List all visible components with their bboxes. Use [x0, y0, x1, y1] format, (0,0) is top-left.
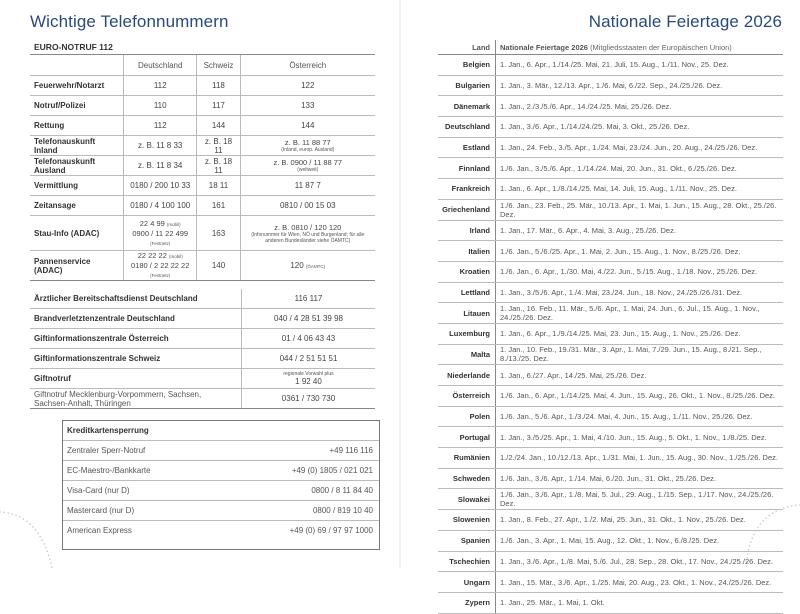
list-item: American Express +49 (0) 69 / 97 97 1000 [67, 526, 373, 535]
table-row: Frankreich 1. Jan., 6. Apr., 1./8./14./25. Mai, 14. Juli, 15. Aug., 1./11. Nov., 25. Dez. [438, 179, 783, 200]
table-row: Slowakei 1./6. Jan., 3./6. Apr., 1./8. Mai, 5. Jul., 29. Aug., 1./15. Sep., 1./17. Nov., 24./25./26. Dez. [438, 489, 783, 510]
notruf-heading: EURO-NOTRUF 112 [30, 40, 375, 55]
holiday-table [438, 40, 783, 614]
table-row: Telefonauskunft Ausland z. B. 11 8 34 z. B. 18 11 z. B. 0900 / 11 88 77 (weltweit) [30, 156, 375, 176]
table-row: Ungarn 1. Jan., 15. Mär., 3./6. Apr., 1./25. Mai, 20. Aug., 23. Okt., 1. Nov., 24./25./26. Dez. [438, 572, 783, 593]
table-row: Stau-Info (ADAC) 22 4 99 (mobil) 0900 / 11 22 499 (Festnetz) 163 z. B. 0810 / 120 120 (Infonummer für Wien, NÖ und Burgenland; für alle anderen Bundesländer siehe ÖAMTC) [30, 216, 375, 251]
cards-heading: Kreditkartensperrung [63, 421, 379, 441]
list-item: Giftinformationszentrale Schweiz 044 / 2 51 51 51 [30, 349, 375, 369]
decorative-dots [0, 500, 60, 568]
table-row: Luxemburg 1. Jan., 6. Apr., 1./9./14./25. Mai, 23. Jun., 15. Aug., 1. Nov., 25./26. Dez. [438, 323, 783, 344]
service-list [30, 289, 375, 409]
list-item: Ärztlicher Bereitschaftsdienst Deutschland 116 117 [30, 289, 375, 309]
table-row: Malta 1. Jan., 10. Feb., 19./31. Mär., 3. Apr., 1. Mai, 7./29. Jun., 15. Aug., 8./21. Sep., 8./13./25. Dez. [438, 344, 783, 365]
table-row: Lettland 1. Jan., 3./5./6. Apr., 1./4. Mai, 23./24. Jun., 18. Nov., 24./25./26./31. Dez. [438, 282, 783, 303]
table-row: Bulgarien 1. Jan., 3. Mär., 12./13. Apr., 1./6. Mai, 6./22. Sep., 24./25./26. Dez. [438, 75, 783, 96]
column-header-holidays: Nationale Feiertage 2026 (Mitgliedsstaaten der Europäischen Union) [496, 40, 784, 55]
left-page [0, 0, 400, 568]
column-header-ch: Schweiz [197, 55, 240, 76]
column-header-at: Österreich [240, 55, 375, 76]
table-row: Niederlande 1. Jan., 6./27. Apr., 14./25. Mai, 25./26. Dez. [438, 365, 783, 386]
emergency-table [30, 40, 375, 281]
table-row: Dänemark 1. Jan., 2./3./5./6. Apr., 14./24./25. Mai, 25./26. Dez. [438, 96, 783, 117]
table-row: Telefonauskunft Inland z. B. 11 8 33 z. B. 18 11 z. B. 11 88 77 (Inland, europ. Ausland) [30, 136, 375, 156]
page-title: Wichtige Telefonnummern [30, 12, 229, 31]
table-row: Österreich 1./6. Jan., 6. Apr., 1./14./25. Mai, 4. Jun., 15. Aug., 26. Okt., 1. Nov., 8./25./26. Dez. [438, 386, 783, 407]
list-item: Mastercard (nur D) 0800 / 819 10 40 [63, 501, 379, 521]
table-row: Spanien 1./6. Jan., 3. Apr., 1. Mai, 15. Aug., 12. Okt., 1. Nov., 6./8./25. Dez. [438, 530, 783, 551]
list-item: Zentraler Sperr-Notruf +49 116 116 [63, 441, 379, 461]
table-row: Griechenland 1./6. Jan., 23. Feb., 25. Mär., 10./13. Apr., 1. Mai, 1. Jun., 15. Aug., 28. Okt., 25./26. Dez. [438, 199, 783, 220]
table-row: Irland 1. Jan., 17. Mär., 6. Apr., 4. Mai, 3. Aug., 25./26. Dez. [438, 220, 783, 241]
table-row: Pannenservice (ADAC) 22 22 22 (mobil) 0180 / 2 22 22 22 (Festnetz) 140 120 (ÖAMTC) [30, 251, 375, 281]
table-row: Polen 1./6. Jan., 5./6. Apr., 1./3./24. Mai, 4. Jun., 15. Aug., 1./11. Nov., 25./26. Dez. [438, 406, 783, 427]
list-item: Giftnotruf Mecklenburg-Vorpommern, Sachsen, Sachsen-Anhalt, Thüringen 0361 / 730 730 [30, 389, 375, 409]
table-row: Portugal 1. Jan., 3./5./25. Apr., 1. Mai, 4./10. Jun., 15. Aug., 5. Okt., 1. Nov., 1./8./25. Dez. [438, 427, 783, 448]
table-row: Slowenien 1. Jan., 8. Feb., 27. Apr., 1./2. Mai, 25. Jun., 31. Okt., 1. Nov., 25./26. Dez. [438, 510, 783, 531]
table-row: Tschechien 1. Jan., 3./6. Apr., 1./8. Mai, 5./6. Jul., 28. Sep., 28. Okt., 17. Nov., 24./25./26. Dez. [438, 551, 783, 572]
table-row: Italien 1./6. Jan., 5./6./25. Apr., 1. Mai, 2. Jun., 15. Aug., 1. Nov., 8./25./26. Dez. [438, 241, 783, 262]
table-row: Estland 1. Jan., 24. Feb., 3./5. Apr., 1./24. Mai, 23./24. Jun., 20. Aug., 24./25./26. Dez. [438, 137, 783, 158]
list-item: Brandverletztenzentrale Deutschland 040 / 4 28 51 39 98 [30, 309, 375, 329]
table-row: Zypern 1. Jan., 25. Mär., 1. Mai, 1. Okt. [438, 592, 783, 613]
column-header-land: Land [438, 40, 496, 55]
column-header-de: Deutschland [124, 55, 197, 76]
page-title: Nationale Feiertage 2026 [588, 12, 782, 31]
list-item [63, 421, 379, 441]
table-row: Feuerwehr/Notarzt 112 118 122 [30, 76, 375, 96]
table-row: Rumänien 1./2./24. Jan., 10./12./13. Apr., 1./31. Mai, 1. Jun., 15. Aug., 30. Nov., 1./25./26. Dez. [438, 448, 783, 469]
table-row: Litauen 1. Jan., 16. Feb., 11. Mär., 5./6. Apr., 1. Mai, 24. Jun., 6. Jul., 15. Aug., 1. Nov., 24./25./26. Dez. [438, 303, 783, 324]
table-row: Zeitansage 0180 / 4 100 100 161 0810 / 00 15 03 [30, 196, 375, 216]
table-row: Schweden 1./6. Jan., 3./6. Apr., 1./14. Mai, 6./20. Jun., 31. Okt., 25./26. Dez. [438, 468, 783, 489]
table-row: Notruf/Polizei 110 117 133 [30, 96, 375, 116]
table-row: Vermittlung 0180 / 200 10 33 18 11 11 87 7 [30, 176, 375, 196]
table-row: Kroatien 1./6. Jan., 6. Apr., 1./30. Mai, 4./22. Jun., 5./15. Aug., 1./18. Nov., 25./26. Dez. [438, 261, 783, 282]
table-row: Rettung 112 144 144 [30, 116, 375, 136]
list-item: EC-Maestro-/Bankkarte +49 (0) 1805 / 021 021 [63, 461, 379, 481]
list-item: Visa-Card (nur D) 0800 / 8 11 84 40 [63, 481, 379, 501]
table-row: Belgien 1. Jan., 6. Apr., 1./14./25. Mai, 21. Juli, 15. Aug., 1./11. Nov., 25. Dez. [438, 55, 783, 76]
list-item: Giftnotruf regionale Vorwahl plus 1 92 40 [30, 369, 375, 389]
list-item: Giftinformationszentrale Österreich 01 / 4 06 43 43 [30, 329, 375, 349]
credit-card-box [62, 420, 380, 550]
table-row: Deutschland 1. Jan., 3./6. Apr., 1./14./24./25. Mai, 3. Okt., 25./26. Dez. [438, 117, 783, 138]
table-row: Finnland 1./6. Jan., 3./5./6. Apr., 1./14./24. Mai, 20. Jun., 31. Okt., 6./25./26. Dez. [438, 158, 783, 179]
